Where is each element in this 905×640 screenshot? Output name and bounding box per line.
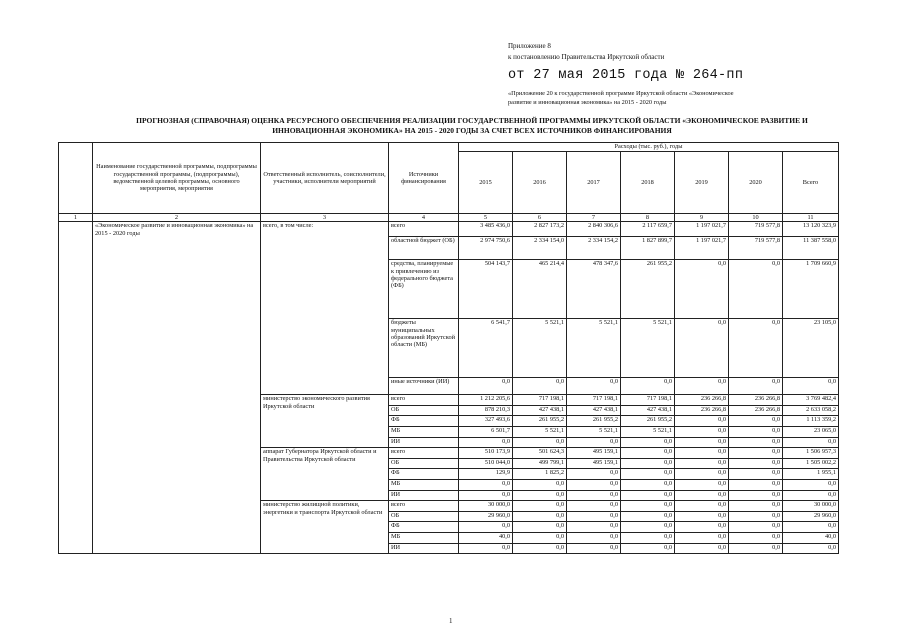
- value-cell: 499 799,1: [513, 458, 567, 469]
- executor-cell: министерство экономического развития Иркутской области: [261, 395, 389, 448]
- value-cell: 0,0: [567, 437, 621, 448]
- value-cell: 5 521,1: [567, 427, 621, 438]
- value-cell: 261 955,2: [513, 416, 567, 427]
- value-cell: 5 521,1: [513, 427, 567, 438]
- value-cell: 0,0: [567, 511, 621, 522]
- appendix-label: Приложение 8: [508, 42, 551, 50]
- value-cell: 0,0: [729, 469, 783, 480]
- source-cell: МБ: [389, 427, 459, 438]
- value-cell: 0,0: [729, 511, 783, 522]
- value-cell: 1 827 899,7: [621, 237, 675, 260]
- value-cell: 478 347,6: [567, 260, 621, 319]
- value-cell: 465 214,4: [513, 260, 567, 319]
- value-cell: 261 955,2: [621, 260, 675, 319]
- column-number-cell: 10: [729, 214, 783, 222]
- source-cell: всего: [389, 448, 459, 459]
- column-number-cell: 6: [513, 214, 567, 222]
- value-cell: 0,0: [459, 378, 513, 395]
- value-cell: 327 493,6: [459, 416, 513, 427]
- value-cell: 6 541,7: [459, 319, 513, 378]
- value-cell: 0,0: [729, 416, 783, 427]
- value-cell: 0,0: [675, 469, 729, 480]
- value-cell: 3 485 436,0: [459, 222, 513, 237]
- column-number-cell: 7: [567, 214, 621, 222]
- value-cell: 0,0: [729, 533, 783, 544]
- value-cell: 0,0: [513, 501, 567, 512]
- value-cell: 504 143,7: [459, 260, 513, 319]
- value-cell: 0,0: [729, 378, 783, 395]
- value-cell: 0,0: [621, 378, 675, 395]
- source-cell: областной бюджет (ОБ): [389, 237, 459, 260]
- source-cell: ФБ: [389, 416, 459, 427]
- title-line-2: ИННОВАЦИОННАЯ ЭКОНОМИКА» НА 2015 - 2020 ГОДЫ ЗА СЧЕТ ВСЕХ ИСТОЧНИКОВ ФИНАНСИРОВАНИЯ: [272, 126, 672, 135]
- value-cell: 0,0: [567, 543, 621, 554]
- value-cell: 129,9: [459, 469, 513, 480]
- source-cell: ФБ: [389, 469, 459, 480]
- source-cell: ИИ: [389, 490, 459, 501]
- value-cell: 427 438,1: [513, 405, 567, 416]
- value-cell: 29 960,0: [459, 511, 513, 522]
- source-cell: бюджеты муниципальных образований Иркутской области (МБ): [389, 319, 459, 378]
- value-cell: 1 709 660,9: [783, 260, 839, 319]
- value-cell: 501 624,3: [513, 448, 567, 459]
- value-cell: 0,0: [567, 378, 621, 395]
- value-cell: 5 521,1: [621, 319, 675, 378]
- source-cell: ОБ: [389, 405, 459, 416]
- value-cell: 0,0: [675, 319, 729, 378]
- document-title: [92, 116, 852, 136]
- value-cell: 0,0: [783, 543, 839, 554]
- value-cell: 0,0: [621, 511, 675, 522]
- value-cell: 0,0: [675, 416, 729, 427]
- value-cell: 0,0: [567, 522, 621, 533]
- value-cell: 11 387 558,0: [783, 237, 839, 260]
- column-number-cell: 9: [675, 214, 729, 222]
- value-cell: 2 827 173,2: [513, 222, 567, 237]
- value-cell: 23 065,0: [783, 427, 839, 438]
- value-cell: 0,0: [621, 437, 675, 448]
- value-cell: 30 000,0: [459, 501, 513, 512]
- value-cell: 0,0: [729, 448, 783, 459]
- value-cell: 0,0: [675, 543, 729, 554]
- column-number-cell: 1: [59, 214, 93, 222]
- column-number-cell: 11: [783, 214, 839, 222]
- value-cell: 29 960,0: [783, 511, 839, 522]
- financing-table: [58, 142, 839, 554]
- value-cell: 2 840 306,6: [567, 222, 621, 237]
- value-cell: 1 197 021,7: [675, 237, 729, 260]
- value-cell: 1 197 021,7: [675, 222, 729, 237]
- source-cell: ФБ: [389, 522, 459, 533]
- value-cell: 0,0: [729, 522, 783, 533]
- value-cell: 717 198,1: [621, 395, 675, 406]
- value-cell: 1 212 205,6: [459, 395, 513, 406]
- value-cell: 0,0: [783, 490, 839, 501]
- value-cell: 0,0: [513, 490, 567, 501]
- value-cell: 0,0: [783, 378, 839, 395]
- value-cell: 0,0: [513, 543, 567, 554]
- source-cell: всего: [389, 501, 459, 512]
- row-number-cell: [59, 222, 93, 554]
- value-cell: 0,0: [567, 469, 621, 480]
- value-cell: 0,0: [621, 543, 675, 554]
- value-cell: 236 266,8: [729, 405, 783, 416]
- value-cell: 510 173,9: [459, 448, 513, 459]
- value-cell: 0,0: [513, 480, 567, 491]
- value-cell: 236 266,8: [729, 395, 783, 406]
- value-cell: 0,0: [621, 501, 675, 512]
- executor-cell: аппарат Губернатора Иркутской области и Правительства Иркутской области: [261, 448, 389, 501]
- appendix-reference-line-2: развитие и инновационная экономика» на 2015 - 2020 годы: [508, 99, 667, 106]
- source-cell: ИИ: [389, 437, 459, 448]
- value-cell: 0,0: [675, 260, 729, 319]
- value-cell: 2 633 058,2: [783, 405, 839, 416]
- value-cell: 40,0: [459, 533, 513, 544]
- value-cell: 1 113 359,2: [783, 416, 839, 427]
- value-cell: 0,0: [675, 448, 729, 459]
- value-cell: 3 769 482,4: [783, 395, 839, 406]
- header-year-cell: 2015: [459, 152, 513, 214]
- value-cell: 0,0: [513, 522, 567, 533]
- source-cell: МБ: [389, 533, 459, 544]
- value-cell: 0,0: [783, 522, 839, 533]
- value-cell: 717 198,1: [567, 395, 621, 406]
- value-cell: 30 000,0: [783, 501, 839, 512]
- value-cell: 0,0: [675, 458, 729, 469]
- source-cell: МБ: [389, 480, 459, 491]
- value-cell: 0,0: [675, 490, 729, 501]
- value-cell: 0,0: [729, 490, 783, 501]
- value-cell: 0,0: [459, 437, 513, 448]
- value-cell: 1 505 002,2: [783, 458, 839, 469]
- value-cell: 0,0: [729, 319, 783, 378]
- column-number-cell: 8: [621, 214, 675, 222]
- value-cell: 0,0: [675, 437, 729, 448]
- value-cell: 2 117 659,7: [621, 222, 675, 237]
- source-cell: всего: [389, 395, 459, 406]
- source-cell: всего: [389, 222, 459, 237]
- value-cell: 0,0: [621, 469, 675, 480]
- value-cell: 0,0: [567, 490, 621, 501]
- value-cell: 0,0: [729, 543, 783, 554]
- order-date-number: от 27 мая 2015 года № 264-пп: [508, 68, 744, 83]
- header-cell-expenses: Расходы (тыс. руб.), годы: [459, 143, 839, 152]
- value-cell: 0,0: [567, 501, 621, 512]
- value-cell: 0,0: [621, 490, 675, 501]
- header-year-cell: 2019: [675, 152, 729, 214]
- value-cell: 0,0: [621, 480, 675, 491]
- column-number-cell: 3: [261, 214, 389, 222]
- header-cell-sources: Источники финансирования: [389, 143, 459, 214]
- value-cell: 495 159,1: [567, 448, 621, 459]
- value-cell: 0,0: [729, 480, 783, 491]
- value-cell: 0,0: [729, 458, 783, 469]
- value-cell: 0,0: [513, 511, 567, 522]
- value-cell: 0,0: [675, 522, 729, 533]
- value-cell: 510 044,0: [459, 458, 513, 469]
- appendix-reference-line-1: «Приложение 20 к государственной программе Иркутской области «Экономическое: [508, 90, 734, 97]
- source-cell: средства, планируемые к привлечению из федерального бюджета (ФБ): [389, 260, 459, 319]
- value-cell: 2 974 750,6: [459, 237, 513, 260]
- value-cell: 0,0: [459, 522, 513, 533]
- decree-reference: к постановлению Правительства Иркутской области: [508, 53, 665, 61]
- value-cell: 0,0: [513, 437, 567, 448]
- header-cell-executor: Ответственный исполнитель, соисполнители, участники, исполнители мероприятий: [261, 143, 389, 214]
- header-cell-number: [59, 143, 93, 214]
- value-cell: 6 501,7: [459, 427, 513, 438]
- header-year-cell: 2016: [513, 152, 567, 214]
- value-cell: 23 105,0: [783, 319, 839, 378]
- page-number: 1: [449, 617, 453, 625]
- value-cell: 0,0: [621, 522, 675, 533]
- value-cell: 0,0: [459, 480, 513, 491]
- value-cell: 0,0: [729, 427, 783, 438]
- value-cell: 0,0: [675, 533, 729, 544]
- column-number-cell: 2: [93, 214, 261, 222]
- value-cell: 13 120 323,9: [783, 222, 839, 237]
- value-cell: 0,0: [729, 501, 783, 512]
- value-cell: 1 825,2: [513, 469, 567, 480]
- value-cell: 0,0: [675, 427, 729, 438]
- value-cell: 719 577,8: [729, 222, 783, 237]
- value-cell: 495 159,1: [567, 458, 621, 469]
- column-number-cell: 5: [459, 214, 513, 222]
- header-year-cell: 2017: [567, 152, 621, 214]
- value-cell: 0,0: [675, 501, 729, 512]
- value-cell: 40,0: [783, 533, 839, 544]
- value-cell: 261 955,2: [621, 416, 675, 427]
- column-number-cell: 4: [389, 214, 459, 222]
- source-cell: иные источники (ИИ): [389, 378, 459, 395]
- value-cell: 0,0: [621, 458, 675, 469]
- value-cell: 0,0: [513, 533, 567, 544]
- header-year-cell: Всего: [783, 152, 839, 214]
- value-cell: 2 334 154,0: [513, 237, 567, 260]
- header-cell-name: Наименование государственной программы, подпрограммы государственной программы, (подпрограммы), ведомственной целевой программы, основного мероприятия, мероприятия: [93, 143, 261, 214]
- value-cell: 427 438,1: [567, 405, 621, 416]
- value-cell: 0,0: [783, 437, 839, 448]
- value-cell: 0,0: [621, 533, 675, 544]
- value-cell: 0,0: [675, 378, 729, 395]
- program-name-cell: «Экономическое развитие и инновационная экономика» на 2015 - 2020 годы: [93, 222, 261, 554]
- value-cell: 0,0: [567, 480, 621, 491]
- value-cell: 261 955,2: [567, 416, 621, 427]
- value-cell: 0,0: [675, 480, 729, 491]
- source-cell: ИИ: [389, 543, 459, 554]
- source-cell: ОБ: [389, 458, 459, 469]
- value-cell: 1 955,1: [783, 469, 839, 480]
- source-cell: ОБ: [389, 511, 459, 522]
- value-cell: 1 506 957,3: [783, 448, 839, 459]
- value-cell: 0,0: [567, 533, 621, 544]
- value-cell: 5 521,1: [513, 319, 567, 378]
- value-cell: 717 198,1: [513, 395, 567, 406]
- header-year-cell: 2020: [729, 152, 783, 214]
- value-cell: 0,0: [783, 480, 839, 491]
- value-cell: 0,0: [729, 437, 783, 448]
- value-cell: 878 210,3: [459, 405, 513, 416]
- value-cell: 0,0: [621, 448, 675, 459]
- value-cell: 236 266,8: [675, 405, 729, 416]
- header-year-cell: 2018: [621, 152, 675, 214]
- value-cell: 0,0: [513, 378, 567, 395]
- value-cell: 0,0: [675, 511, 729, 522]
- value-cell: 236 266,8: [675, 395, 729, 406]
- value-cell: 427 438,1: [621, 405, 675, 416]
- value-cell: 5 521,1: [567, 319, 621, 378]
- executor-cell: всего, в том числе:: [261, 222, 389, 395]
- value-cell: 0,0: [459, 543, 513, 554]
- value-cell: 0,0: [459, 490, 513, 501]
- executor-cell: министерство жилищной политики, энергетики и транспорта Иркутской области: [261, 501, 389, 554]
- title-line-1: ПРОГНОЗНАЯ (СПРАВОЧНАЯ) ОЦЕНКА РЕСУРСНОГО ОБЕСПЕЧЕНИЯ РЕАЛИЗАЦИИ ГОСУДАРСТВЕННОЙ ПРОГРАММЫ ИРКУТСКОЙ ОБЛАСТИ «ЭКОНОМИЧЕСКОЕ РАЗВИТИЕ И: [136, 116, 808, 125]
- value-cell: 2 334 154,2: [567, 237, 621, 260]
- value-cell: 719 577,8: [729, 237, 783, 260]
- value-cell: 0,0: [729, 260, 783, 319]
- value-cell: 5 521,1: [621, 427, 675, 438]
- table-row: [59, 222, 839, 237]
